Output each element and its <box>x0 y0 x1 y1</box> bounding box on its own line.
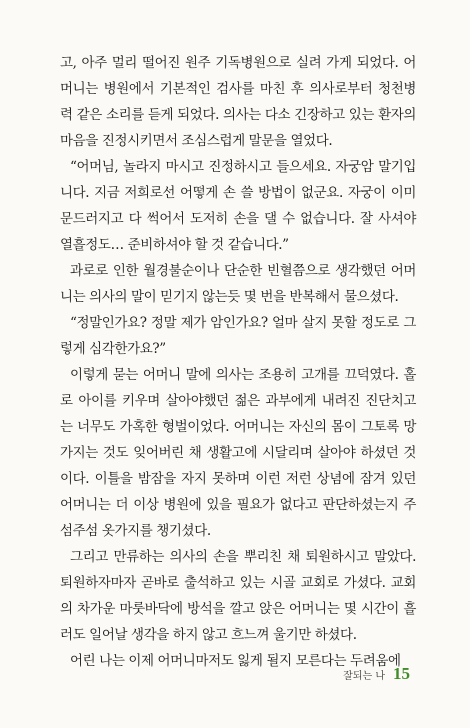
text-line: 는 너무도 가혹한 형벌이었다. 어머니는 자신의 몸이 그토록 망 <box>60 419 416 435</box>
text-line: 퇴원하자마자 곧바로 출석하고 있는 시골 교회로 가셨다. 교회 <box>60 575 416 591</box>
text-line: 어머니는 더 이상 병원에 있을 필요가 없다고 판단하셨는지 주 <box>60 497 416 513</box>
text-line: 고, 아주 멀리 떨어진 원주 기독병원으로 실려 가게 되었다. 어 <box>60 55 416 71</box>
page-footer <box>343 664 410 688</box>
text-line: 이다. 이틀을 밤잠을 자지 못하며 이런 저런 상념에 잠겨 있던 <box>60 471 416 487</box>
body-text <box>60 50 416 674</box>
text-line: 력 같은 소리를 듣게 되었다. 의사는 다소 긴장하고 있는 환자의 <box>60 107 416 123</box>
text-line: 렇게 심각한가요?” <box>60 341 166 357</box>
text-line: 섬주섬 옷가지를 챙기셨다. <box>60 523 211 539</box>
text-line: 과로로 인한 월경불순이나 단순한 빈혈쯤으로 생각했던 어머 <box>70 263 416 279</box>
text-line: 문드러지고 다 썩어서 도저히 손을 댈 수 없습니다. 잘 사셔야 <box>60 211 416 227</box>
text-line: 마음을 진정시키면서 조심스럽게 말문을 열었다. <box>60 133 333 149</box>
text-line: “어머님, 놀라지 마시고 진정하시고 들으세요. 자궁암 말기입 <box>70 159 416 175</box>
text-line: “정말인가요? 정말 제가 암인가요? 얼마 살지 못할 정도로 그 <box>70 315 416 331</box>
page-number: 15 <box>393 664 410 683</box>
text-line: 열흘정도… 준비하셔야 할 것 같습니다.” <box>60 237 289 253</box>
running-head: 잘되는 나 <box>343 671 385 682</box>
text-line: 어린 나는 이제 어머니마저도 잃게 될지 모른다는 두려움에 <box>70 653 401 669</box>
text-line: 가지는 것도 잊어버린 채 생활고에 시달리며 살아야 하셨던 것 <box>60 445 416 461</box>
text-line: 로 아이를 키우며 살아야했던 젊은 과부에게 내려진 진단치고 <box>60 393 416 409</box>
text-line: 이렇게 묻는 어머니 말에 의사는 조용히 고개를 끄덕였다. 홀 <box>70 367 416 383</box>
text-line: 러도 일어날 생각을 하지 않고 흐느껴 울기만 하셨다. <box>60 627 357 643</box>
text-line: 그리고 만류하는 의사의 손을 뿌리친 채 퇴원하시고 말았다. <box>70 549 416 565</box>
text-line: 니는 의사의 말이 믿기지 않는듯 몇 번을 반복해서 물으셨다. <box>60 289 399 305</box>
text-line: 의 차가운 마룻바닥에 방석을 깔고 앉은 어머니는 몇 시간이 흘 <box>60 601 416 617</box>
text-line: 머니는 병원에서 기본적인 검사를 마친 후 의사로부터 청천병 <box>60 81 416 97</box>
text-line: 니다. 지금 저희로선 어떻게 손 쓸 방법이 없군요. 자궁이 이미 <box>60 185 416 201</box>
